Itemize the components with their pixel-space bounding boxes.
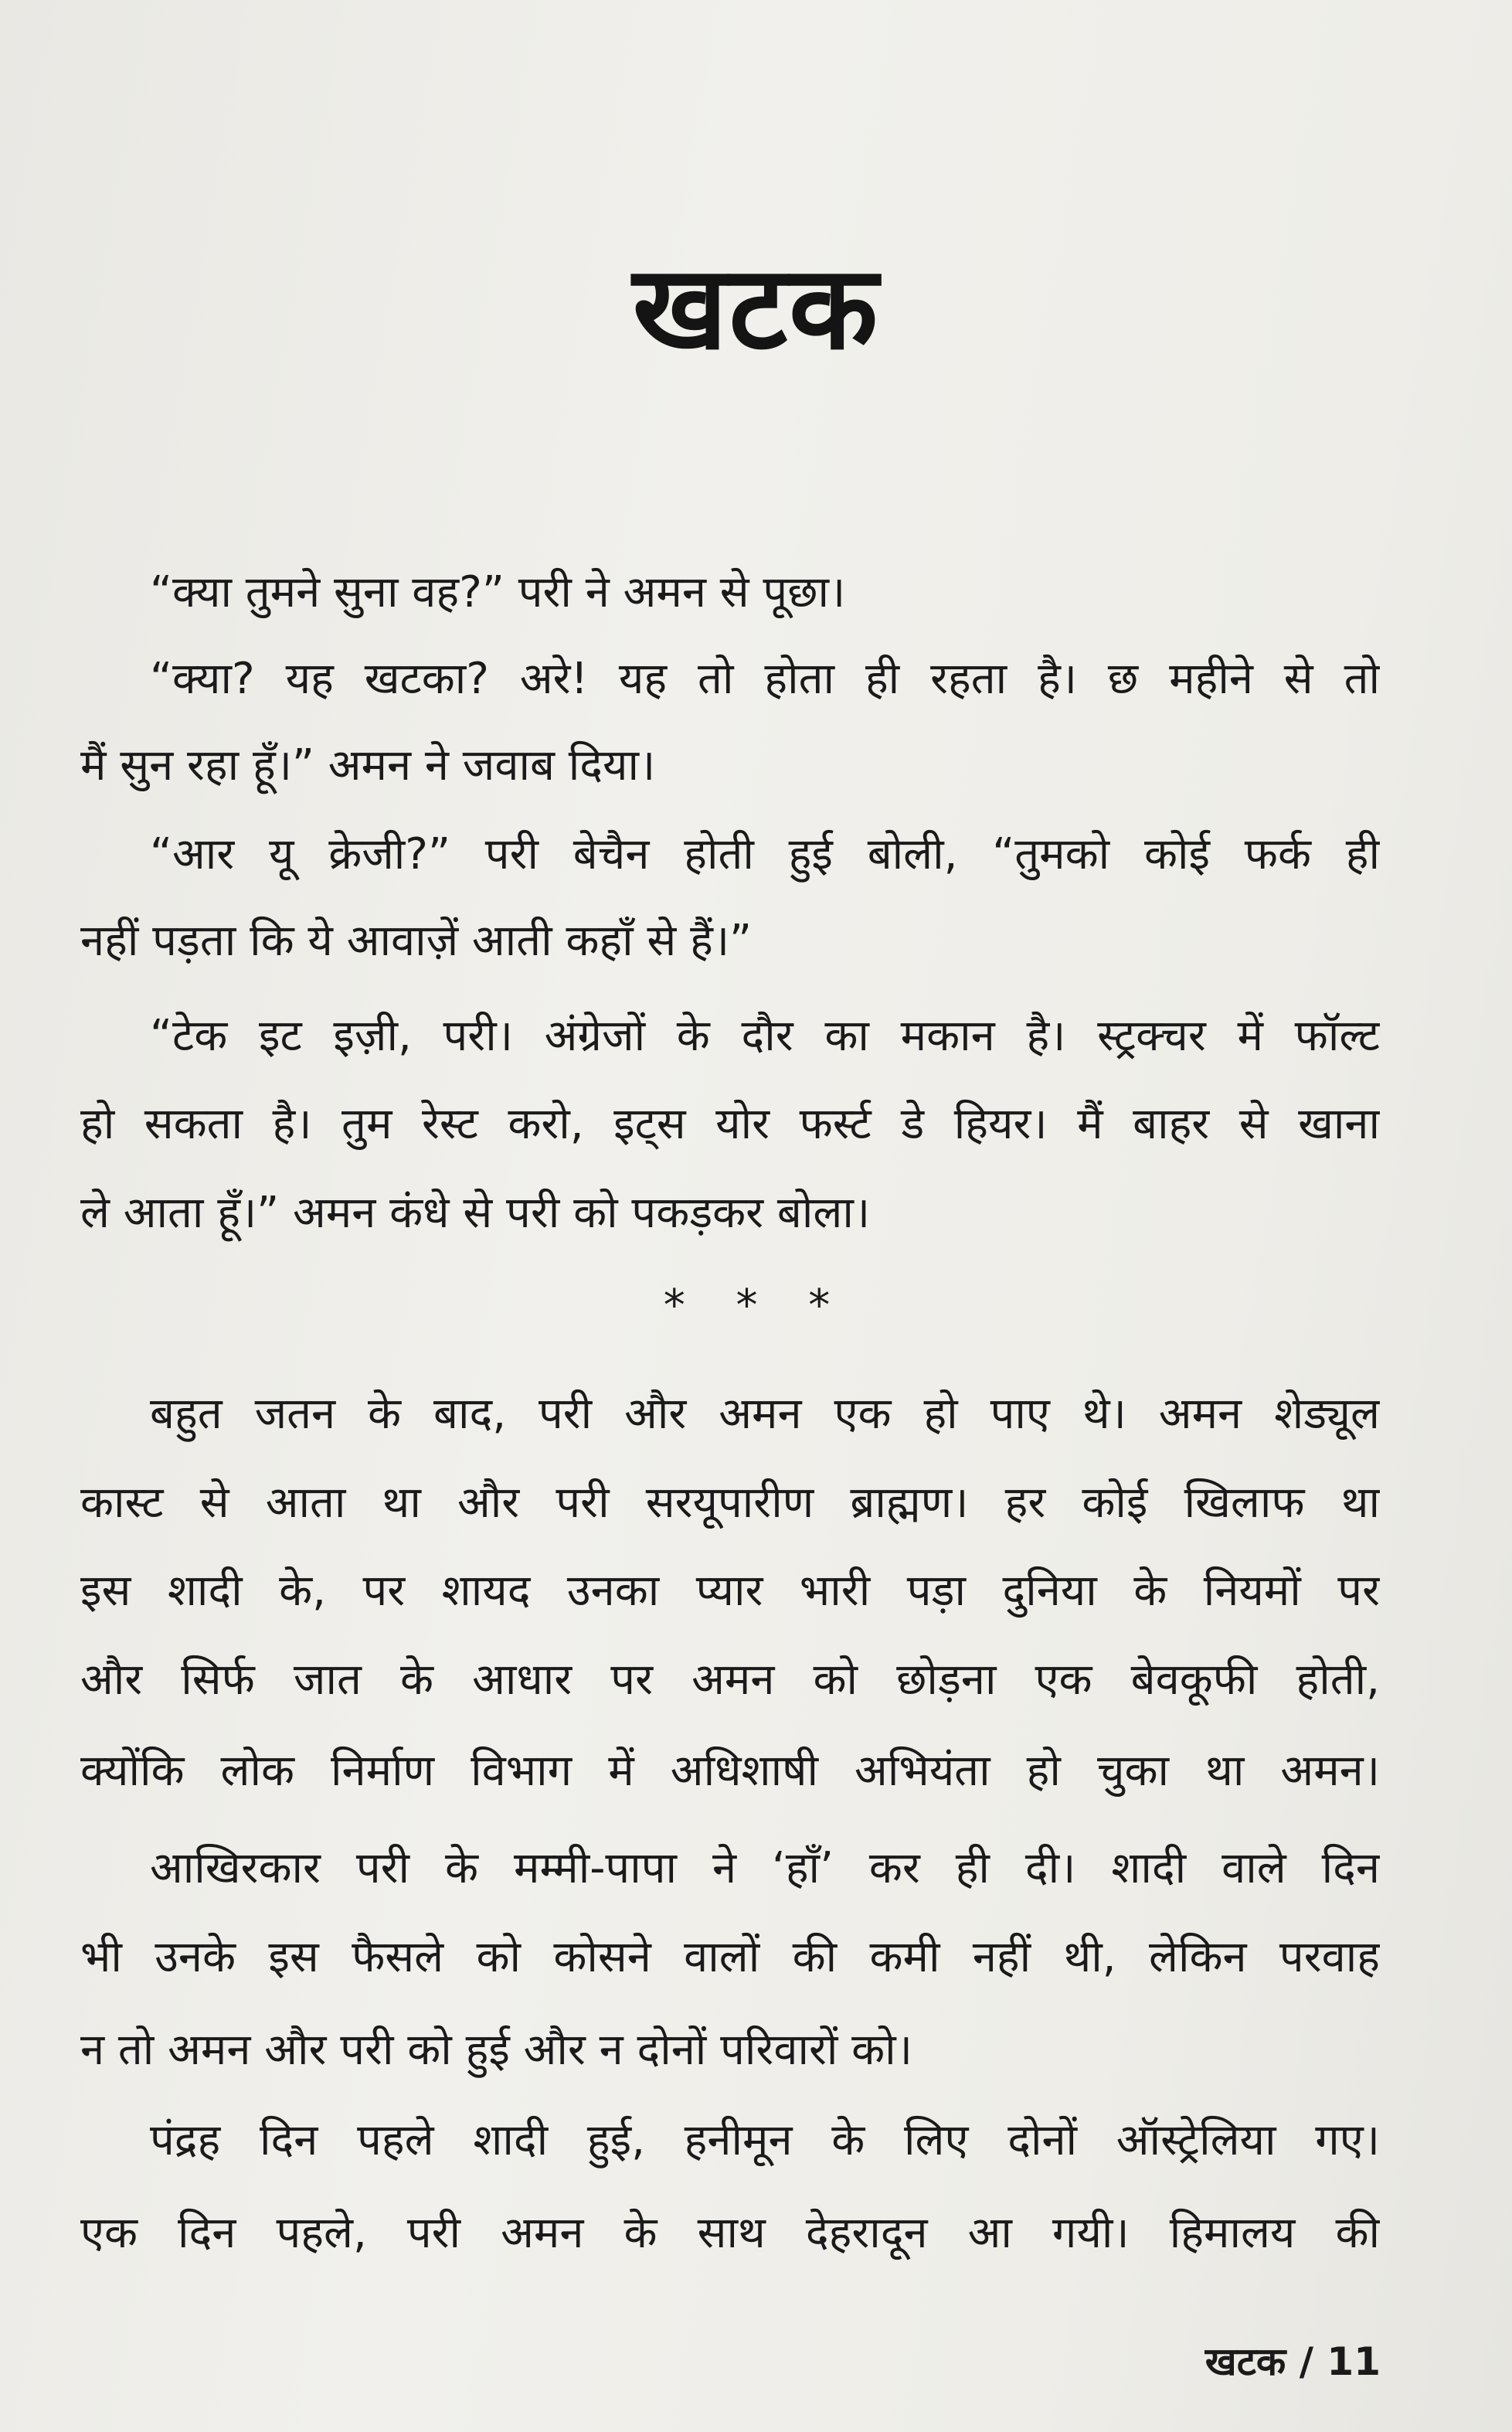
text-line: एक दिन पहले, परी अमन के साथ देहरादून आ गयी। हिमालय की — [80, 2208, 1380, 2258]
text-line: क्योंकि लोक निर्माण विभाग में अधिशाषी अभियंता हो चुका था अमन। — [80, 1746, 1380, 1796]
page-number: 11 — [1327, 2339, 1381, 2384]
text-line: हो सकता है। तुम रेस्ट करो, इट्स योर फर्स्ट डे हियर। मैं बाहर से खाना — [80, 1099, 1380, 1149]
text-line: मैं सुन रहा हूँ।” अमन ने जवाब दिया। — [80, 740, 656, 791]
text-line: नहीं पड़ता कि ये आवाज़ें आती कहाँ से हैं।” — [80, 916, 753, 966]
text-line: बहुत जतन के बाद, परी और अमन एक हो पाए थे। अमन शेड्यूल — [150, 1389, 1380, 1439]
text-line: भी उनके इस फैसले को कोसने वालों की कमी नहीं थी, लेकिन परवाह — [80, 1932, 1380, 1982]
text-line: “क्या तुमने सुना वह?” परी ने अमन से पूछा। — [150, 567, 846, 617]
text-line: आखिरकार परी के मम्मी-पापा ने ‘हाँ’ कर ही दी। शादी वाले दिन — [150, 1843, 1380, 1893]
running-title: खटक — [1205, 2339, 1286, 2384]
chapter-title: खटक — [632, 241, 880, 376]
text-line: “आर यू क्रेजी?” परी बेचैन होती हुई बोली, “तुमको कोई फर्क ही — [150, 829, 1380, 879]
text-line: “टेक इट इज़ी, परी। अंग्रेजों के दौर का मकान है। स्ट्रक्चर में फॉल्ट — [150, 1011, 1380, 1061]
text-line: ले आता हूँ।” अमन कंधे से परी को पकड़कर बोला। — [80, 1188, 871, 1238]
text-line: पंद्रह दिन पहले शादी हुई, हनीमून के लिए दोनों ऑस्ट्रेलिया गए। — [150, 2115, 1380, 2165]
text-line: और सिर्फ जात के आधार पर अमन को छोड़ना एक बेवकूफी होती, — [80, 1655, 1380, 1705]
page-footer — [1205, 2334, 1381, 2386]
text-line: न तो अमन और परी को हुई और न दोनों परिवारों को। — [80, 2025, 912, 2075]
text-line: इस शादी के, पर शायद उनका प्यार भारी पड़ा दुनिया के नियमों पर — [80, 1566, 1380, 1616]
text-line: कास्ट से आता था और परी सरयूपारीण ब्राह्मण। हर कोई खिलाफ था — [80, 1478, 1380, 1528]
text-line: “क्या? यह खटका? अरे! यह तो होता ही रहता है। छ महीने से तो — [150, 654, 1380, 704]
footer-separator: / — [1299, 2339, 1313, 2384]
section-break-asterisks: * * * — [663, 1281, 849, 1331]
